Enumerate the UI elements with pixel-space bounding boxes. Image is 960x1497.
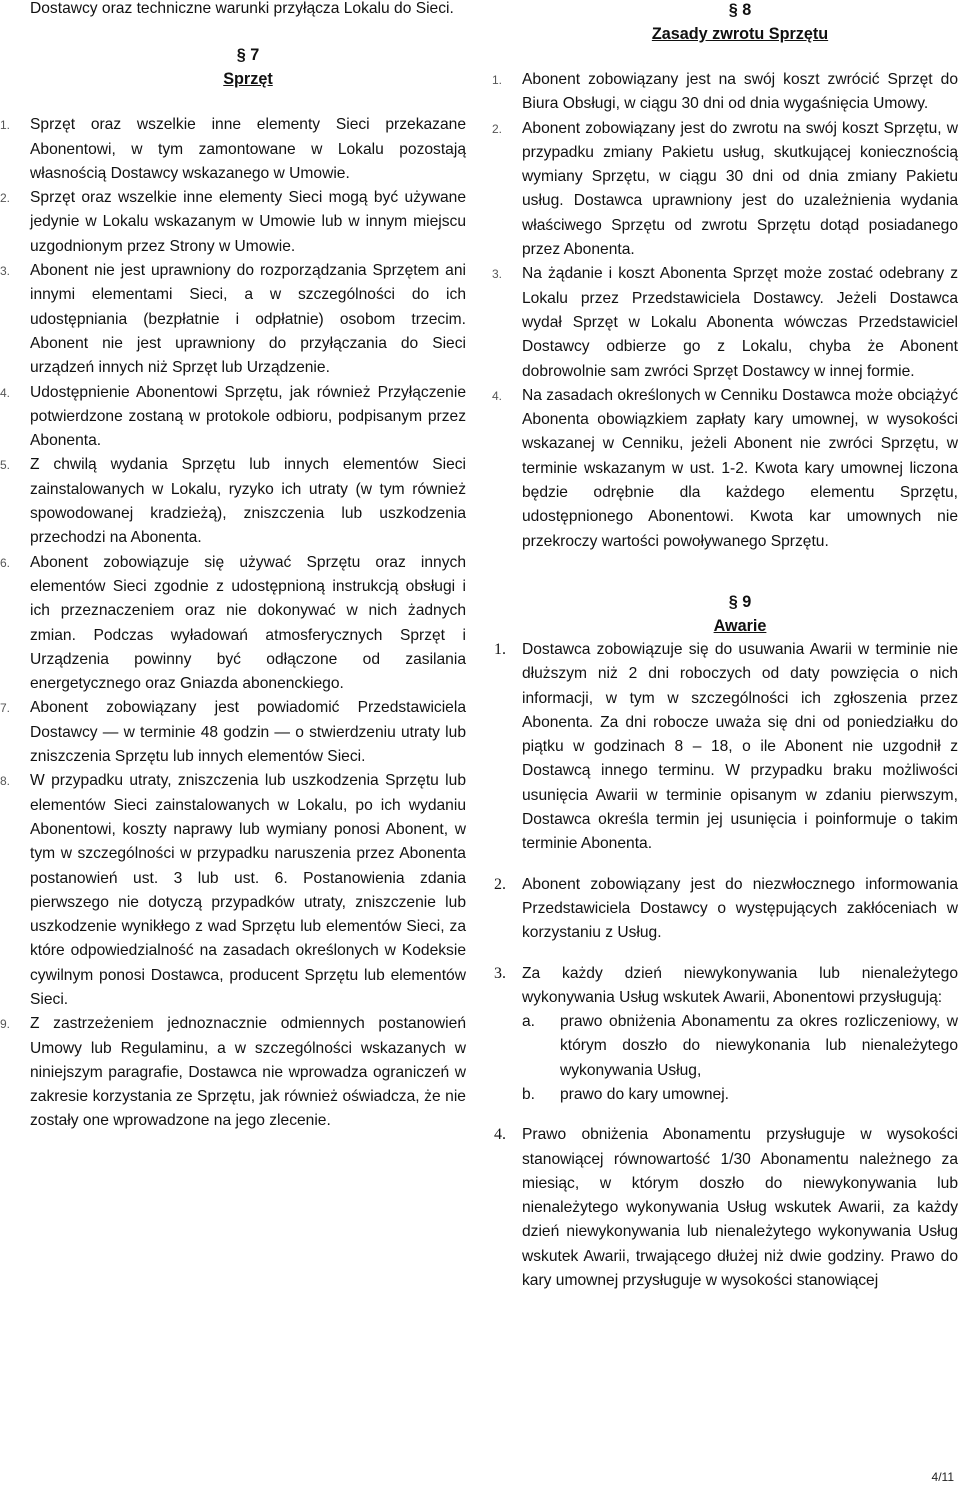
item-number: 2. (494, 875, 506, 893)
sub-list-item (522, 1083, 958, 1107)
list-item (0, 1012, 466, 1133)
list-item (0, 186, 466, 259)
item-number: 5. (0, 458, 11, 473)
sub-item-letter: a. (522, 1013, 536, 1031)
sub-item-letter: b. (522, 1085, 536, 1103)
section-9-list (494, 638, 958, 1293)
list-item (492, 117, 958, 263)
item-text: Na zasadach określonych w Cenniku Dostawca może obciążyć Abonenta obowiązkiem zapłaty kary umownej, w wysokości wskazanej w Cenniku, jeżeli Abonent nie zwróci Sprzętu, w terminie wskazanym w ust. 1-2. Kwota kary umownej liczona będzie odrębnie dla każdego elementu Sprzętu, udostępnionego Abonentowi. Kwota kar umownych nie przekroczy wartości powoływanego Sprzętu. (522, 386, 958, 550)
item-text: Sprzęt oraz wszelkie inne elementy Sieci mogą być używane jedynie w Lokalu wskazanym w Umowie lub w innym miejscu uzgodnionym przez Strony w Umowie. (30, 189, 466, 255)
sub-list-item (522, 1010, 958, 1083)
item-number: 3. (0, 264, 11, 279)
list-item (494, 873, 958, 946)
section-8-heading (522, 0, 958, 46)
list-item (0, 453, 466, 550)
section-8-number: § 8 (728, 1, 752, 19)
item-number: 2. (0, 191, 11, 206)
item-number: 8. (0, 774, 11, 789)
item-text: Na żądanie i koszt Abonenta Sprzęt może zostać odebrany z Lokalu przez Przedstawiciela Dostawcy. Jeżeli Dostawca wydał Sprzęt w Lokalu Abonenta wówczas Przedstawiciel Dostawcy odbierze go z Lokalu, chyba że Abonent dobrowolnie sam zwróci Sprzęt Dostawcy w innej formie. (522, 265, 958, 380)
section-9-title: Awarie (713, 616, 767, 635)
item-number: 4. (494, 1126, 506, 1144)
item-text: Za każdy dzień niewykonywania lub nienależytego wykonywania Usług wskutek Awarii, Abonentowi przysługują: (522, 964, 958, 1006)
item-text: Z chwilą wydania Sprzętu lub innych elementów Sieci zainstalowanych w Lokalu, ryzyko ich utraty (w tym również spowodowanej kradzieżą), zniszczenia lub uszkodzenia przechodzi na Abonenta. (30, 456, 466, 547)
item-text: Abonent zobowiązany jest powiadomić Przedstawiciela Dostawcy — w terminie 48 godzin — o stwierdzeniu utraty lub zniszczenia Sprzętu lub innych elementów Sieci. (30, 699, 466, 766)
sub-list (522, 1010, 958, 1107)
right-column (492, 0, 958, 1293)
sub-item-text: prawo do kary umownej. (560, 1085, 730, 1103)
page-number: 4/11 (931, 1470, 954, 1484)
item-text: Sprzęt oraz wszelkie inne elementy Sieci przekazane Abonentowi, w tym zamontowane w Lokalu pozostają własnością Dostawcy wskazanego w Umowie. (30, 116, 466, 182)
section-7-list (0, 113, 466, 1133)
item-number: 1. (492, 73, 503, 87)
item-text: Abonent zobowiązany jest do zwrotu na swój koszt Sprzętu, w przypadku zmiany Pakietu usług, skutkującej koniecznością wymiany Sprzętu, w ciągu 30 dni od dnia zmiany Pakietu usług. Dostawca uprawniony jest do uzależnienia wydania właściwego Sprzętu od zwrotu Sprzętu dotąd posiadanego przez Abonenta. (522, 119, 958, 259)
item-number: 4. (492, 388, 503, 403)
list-item (494, 1123, 958, 1293)
item-number: 4. (0, 385, 11, 400)
section-9-number: § 9 (728, 592, 752, 611)
left-column (0, 0, 466, 1134)
item-number: 9. (0, 1017, 11, 1032)
section-8-list (492, 68, 958, 554)
item-text: Z zastrzeżeniem jednoznacznie odmiennych postanowień Umowy lub Regulaminu, a w szczególności wskazanych w niniejszym paragrafie, Dostawca nie wprowadza ograniczeń w zakresie korzystania ze Sprzętu, jak również oświadcza, że nie zostały one wprowadzone na jego zlecenie. (30, 1015, 466, 1130)
list-item (492, 384, 958, 554)
item-number: 7. (0, 701, 11, 716)
list-item (494, 638, 958, 857)
list-item (494, 962, 958, 1108)
item-number: 1. (494, 640, 506, 658)
list-item (492, 68, 958, 117)
section-8-title: Zasady zwrotu Sprzętu (651, 25, 829, 43)
list-item (0, 381, 466, 454)
section-7-number: § 7 (236, 46, 260, 65)
list-item (0, 113, 466, 186)
section-7-heading (30, 43, 466, 91)
item-number: 6. (0, 555, 11, 570)
item-text: Abonent zobowiązany jest na swój koszt zwrócić Sprzęt do Biura Obsługi, w ciągu 30 dni od dnia wygaśnięcia Umowy. (522, 71, 958, 113)
item-number: 1. (0, 118, 11, 133)
item-number: 2. (492, 121, 503, 136)
list-item (0, 259, 466, 380)
item-text: Abonent zobowiązuje się używać Sprzętu oraz innych elementów Sieci zgodnie z udostępnioną instrukcją obsługi i ich przeznaczeniem oraz nie dokonywać w nich żadnych zmian. Podczas wyładowań atmosferycznych Sprzęt i Urządzenia powinny być odłączone od zasilania energetycznego oraz Gniazda abonenckiego. (30, 553, 466, 693)
item-text: Dostawca zobowiązuje się do usuwania Awarii w terminie nie dłuższym niż 2 dni roboczych od daty powzięcia o nich informacji, w tym w szczególności ich zgłoszenia przez Abonenta. Za dni robocze uważa się dni od poniedziałku do piątku w godzinach 8 – 18, o ile Abonent nie uzgodnił z Dostawcą innego terminu. W przypadku braku możliwości usunięcia Awarii w terminie opisanym w zdaniu pierwszym, Dostawca określa termin jej usunięcia i poinformuje o takim terminie Abonenta. (522, 640, 958, 853)
list-item (0, 769, 466, 1012)
item-number: 3. (492, 267, 503, 282)
section-9-heading (522, 590, 958, 638)
list-item (492, 262, 958, 383)
intro-paragraph: Dostawcy oraz techniczne warunki przyłącza Lokalu do Sieci. (30, 0, 454, 17)
item-number: 3. (494, 964, 506, 982)
sub-item-text: prawo obniżenia Abonamentu za okres rozliczeniowy, w którym doszło do niewykonania lub nienależytego wykonywania Usług, (560, 1013, 958, 1079)
item-text: W przypadku utraty, zniszczenia lub uszkodzenia Sprzętu lub elementów Sieci zainstalowanych w Lokalu, po ich wydaniu Abonentowi, koszty naprawy lub wymiany ponosi Abonent, w tym w szczególności w przypadku naruszenia przez Abonenta postanowień ust. 3 lub ust. 6. Postanowienia zdania pierwszego nie dotyczą przypadków utraty, zniszczenie lub uszkodzenie wynikłego z wad Sprzętu lub elementów Sieci, za które odpowiedzialność na zasadach określonych w Kodeksie cywilnym ponosi Dostawca, producent Sprzętu lub elementów Sieci. (30, 772, 466, 1008)
item-text: Abonent nie jest uprawniony do rozporządzania Sprzętem ani innymi elementami Sieci, a w szczególności do ich udostępniania (bezpłatnie i odpłatnie) osobom trzecim. Abonent nie jest uprawniony do przyłączania do Sieci urządzeń innych niż Sprzęt lub Urządzenie. (30, 262, 466, 377)
list-item (0, 696, 466, 769)
list-item (0, 551, 466, 697)
item-text: Udostępnienie Abonentowi Sprzętu, jak również Przyłączenie potwierdzone zostaną w protokole odbioru, podpisanym przez Abonenta. (30, 383, 466, 450)
section-7-title: Sprzęt (223, 70, 273, 89)
item-text: Prawo obniżenia Abonamentu przysługuje w wysokości stanowiącej równowartość 1/30 Abonamentu należnego za miesiąc, w którym doszło do niewykonywania lub nienależytego wykonywania Usług wskutek Awarii, za każdy dzień niewykonywania lub nienależytego wykonywania Usług wskutek Awarii, trwającego dłużej niż dwie godziny. Prawo do kary umownej przysługuje w wysokości stanowiącej (522, 1126, 958, 1290)
item-text: Abonent zobowiązany jest do niezwłocznego informowania Przedstawiciela Dostawcy o występujących zakłóceniach w korzystaniu z Usług. (522, 875, 958, 942)
